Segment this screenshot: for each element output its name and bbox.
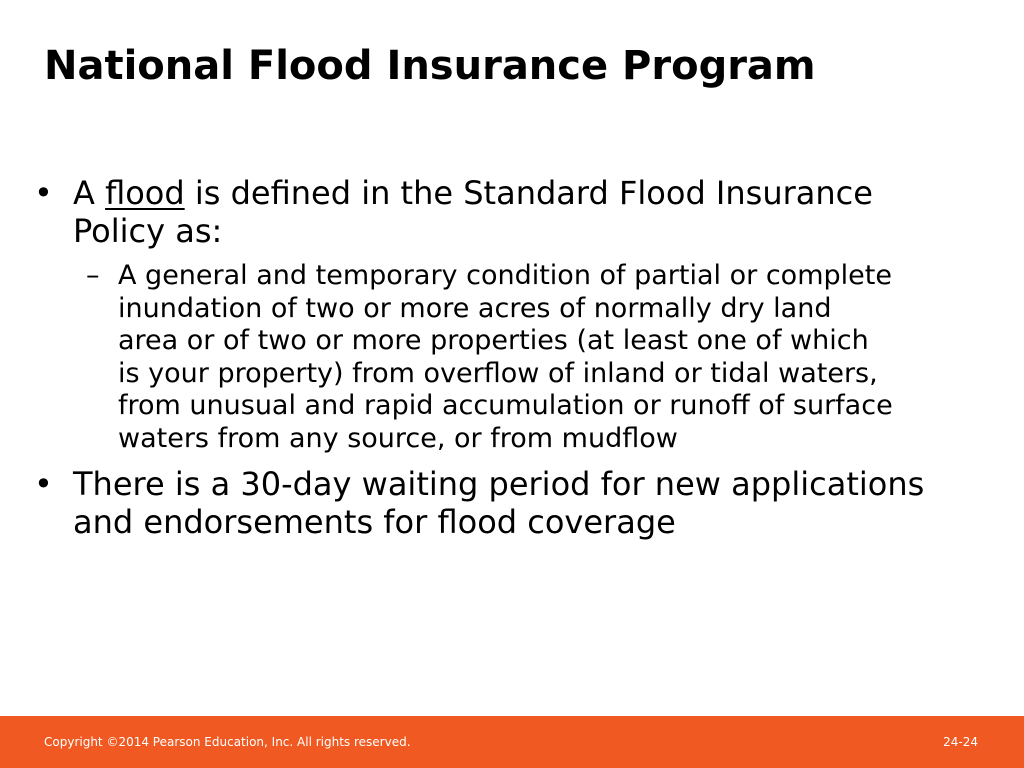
page-number: 24-24 — [943, 735, 978, 749]
bullet-text: There is a 30-day waiting period for new applications and endorsements for flood coverage — [73, 465, 925, 541]
sub-bullet-text: A general and temporary condition of partial or complete inundation of two or more acres of normally dry land area or of two or more properties (at least one of which is your property) from overflow of inland or tidal waters, from unusual and rapid accumulation or runoff of surface waters from any source, or from mudflow — [118, 260, 893, 454]
slide-content — [34, 174, 934, 541]
footer-bar — [0, 716, 1024, 768]
bullet-text-before: A — [73, 174, 106, 212]
bullet-text-after: is defined in the Standard Flood Insurance Policy as: — [73, 174, 873, 250]
flood-term: flood — [105, 174, 185, 212]
copyright-notice: Copyright ©2014 Pearson Education, Inc. All rights reserved. — [44, 735, 411, 749]
bullet-waiting-period — [34, 465, 934, 541]
sub-bullet-list — [34, 260, 934, 455]
bullet-marker: • — [34, 174, 53, 212]
sub-bullet-flood-condition — [34, 260, 898, 455]
slide-title: National Flood Insurance Program — [44, 43, 816, 89]
bullet-flood-definition — [34, 174, 934, 250]
bullet-marker: • — [34, 465, 53, 503]
sub-bullet-marker: – — [86, 260, 100, 291]
